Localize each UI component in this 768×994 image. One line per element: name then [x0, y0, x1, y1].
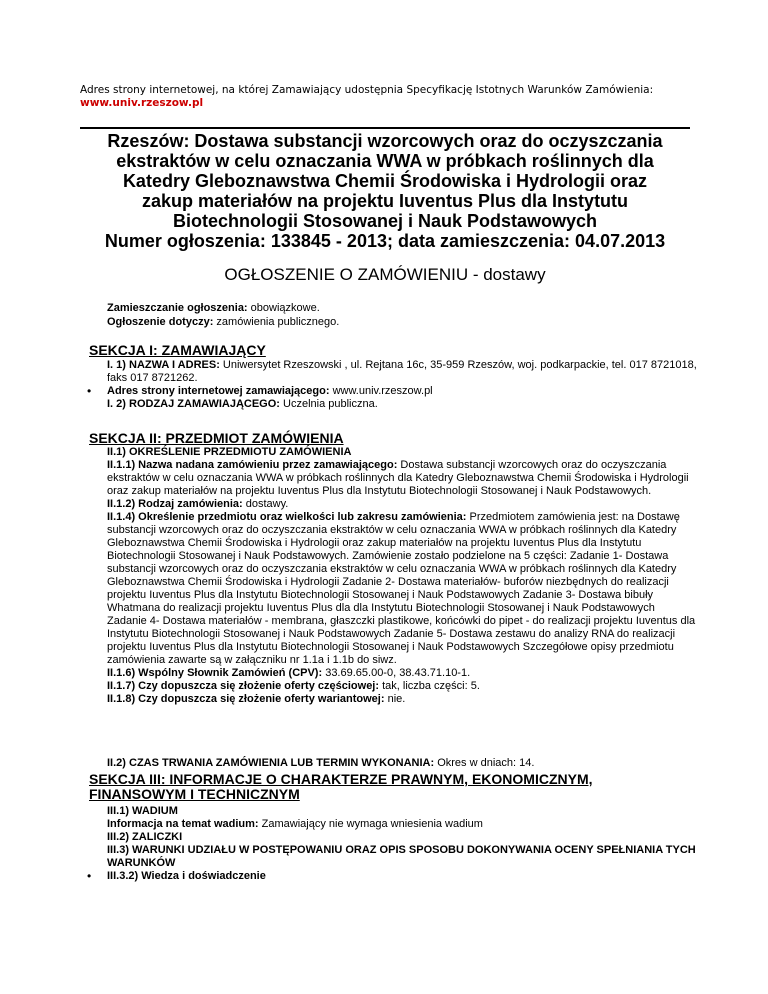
section-1-body: [107, 359, 697, 411]
section-2-body: [107, 446, 697, 706]
cpv-value: 33.69.65.00-0, 38.43.71.10-1.: [322, 667, 471, 679]
title-line: Biotechnologii Stosowanej i Nauk Podstawowych: [172, 211, 598, 231]
duration-label: II.2) CZAS TRWANIA ZAMÓWIENIA LUB TERMIN WYKONANIA:: [107, 757, 435, 769]
duration-line: [107, 757, 697, 770]
scope-label: II.1.4) Określenie przedmiotu oraz wielkości lub zakresu zamówienia:: [107, 511, 467, 523]
siwz-url-link[interactable]: www.univ.rzeszow.pl: [80, 97, 204, 109]
variant-offer-value: nie.: [384, 693, 406, 705]
posting-value: obowiązkowe.: [247, 302, 320, 314]
section-2-heading: SEKCJA II: PRZEDMIOT ZAMÓWIENIA: [89, 430, 344, 446]
website-label: Adres strony internetowej zamawiającego:: [107, 385, 330, 397]
contract-kind-value: dostawy.: [242, 498, 289, 510]
posting-label: Zamieszczanie ogłoszenia:: [107, 302, 248, 314]
siwz-note-text: Adres strony internetowej, na której Zamawiający udostępnia Specyfikację Istotnych Warunków Zamówienia:: [80, 84, 654, 96]
section-1-heading: SEKCJA I: ZAMAWIAJĄCY: [89, 342, 266, 358]
concerns-value: zamówienia publicznego.: [213, 316, 340, 328]
cpv-label: II.1.6) Wspólny Słownik Zamówień (CPV):: [107, 667, 323, 679]
contracting-type-value: Uczelnia publiczna.: [279, 398, 378, 410]
notice-title: [96, 131, 674, 251]
contract-name-value: Dostawa substancji wzorcowych oraz do oczyszczania ekstraktów w celu oznaczania WWA w próbkach roślinnych dla Katedry Gleboznawstwa Chemii Środowiska i Hydrologii oraz zakup materiałów na projektu Iuventus Plus dla Instytutu Biotechnologii Stosowanej i Nauk Podstawowych.: [107, 459, 689, 497]
partial-offer-label: II.1.7) Czy dopuszcza się złożenie oferty częściowej:: [107, 680, 380, 692]
duration-value: Okres w dniach: 14.: [434, 757, 535, 769]
knowledge-bullet: [107, 870, 697, 883]
name-address-value: Uniwersytet Rzeszowski , ul. Rejtana 16c, 35-959 Rzeszów, woj. podkarpackie, tel. 017 8721018, faks 017 8721262.: [107, 359, 697, 384]
contract-kind-label: II.1.2) Rodzaj zamówienia:: [107, 498, 243, 510]
section-3-heading: SEKCJA III: INFORMACJE O CHARAKTERZE PRAWNYM, EKONOMICZNYM, FINANSOWYM I TECHNICZNYM: [89, 771, 593, 802]
contracting-type-label: I. 2) RODZAJ ZAMAWIAJĄCEGO:: [107, 398, 280, 410]
website-bullet: [107, 385, 697, 398]
scope-value: Przedmiotem zamówienia jest: na Dostawę substancji wzorcowych oraz do oczyszczania ekstraktów w celu oznaczania WWA w próbkach roślinnych dla Katedry Gleboznawstwa Chemii Środowiska i Hydrologii oraz zakup materiałów na projektu Iuventus Plus dla Instytutu Biotechnologii Stosowanej i Nauk Podstawowych. Zamówienie zostało podzielone na 5 części: Zadanie 1- Dostawa substancji wzorcowych oraz do oczyszczania ekstraktów w celu oznaczania WWA w próbkach roślinnych dla Katedry Gleboznawstwa Chemii Środowiska i Hydrologii Zadanie 2- Dostawa materiałów- buforów niezbędnych do realizacji projektu Iuventus Plus dla Instytutu Biotechnologii Stosowanej i Nauk Podstawowych Zadanie 3- Dostawa bibuły Whatmana do realizacji projektu Iuventus Plus dla dla Instytutu Biotechnologii Stosowanej i Nauk Podstawowych Zadanie 4- Dostawa materiałów - membrana, głaszczki plastikowe, końcówki do pipet - do realizacji projektu Iuventus dla Instytutu Biotechnologii Stosowanej i Nauk Podstawowych Zadanie 5- Dostawa zestawu do analizy RNA do realizacji projektu Iuventus Plus dla Instytutu Biotechnologii Stosowanej i Nauk Podstawowych Szczegółowe opisy przedmiotu zamówienia zawarte są w załączniku nr 1.1a i 1.1b do siwz.: [107, 511, 696, 666]
title-line: Rzeszów: Dostawa substancji wzorcowych oraz do oczyszczania: [107, 131, 663, 151]
wadium-info-value: Zamawiający nie wymaga wniesienia wadium: [258, 818, 483, 830]
subject-definition-heading: II.1) OKREŚLENIE PRZEDMIOTU ZAMÓWIENIA: [107, 446, 352, 458]
conditions-heading: III.3) WARUNKI UDZIAŁU W POSTĘPOWANIU ORAZ OPIS SPOSOBU DOKONYWANIA OCENY SPEŁNIANIA TYCH WARUNKÓW: [107, 844, 696, 869]
concerns-label: Ogłoszenie dotyczy:: [107, 316, 214, 328]
knowledge-heading: III.3.2) Wiedza i doświadczenie: [107, 870, 266, 882]
contract-name-label: II.1.1) Nazwa nadana zamówieniu przez zamawiającego:: [107, 459, 398, 471]
wadium-info-label: Informacja na temat wadium:: [107, 818, 259, 830]
notice-type-heading: OGŁOSZENIE O ZAMÓWIENIU - dostawy: [224, 265, 546, 284]
wadium-heading: III.1) WADIUM: [107, 805, 178, 817]
title-line: Katedry Gleboznawstwa Chemii Środowiska i Hydrologii oraz: [122, 171, 648, 191]
title-line: ekstraktów w celu oznaczania WWA w próbkach roślinnych dla: [116, 151, 654, 171]
website-value: www.univ.rzeszow.pl: [329, 385, 433, 397]
partial-offer-value: tak, liczba części: 5.: [379, 680, 480, 692]
section-3-body: [107, 805, 697, 883]
variant-offer-label: II.1.8) Czy dopuszcza się złożenie oferty wariantowej:: [107, 693, 385, 705]
notice-meta: [107, 301, 697, 329]
name-address-label: I. 1) NAZWA I ADRES:: [107, 359, 220, 371]
title-divider: [80, 127, 690, 129]
siwz-website-note: [80, 84, 680, 110]
title-line: zakup materiałów na projektu Iuventus Plus dla Instytutu: [141, 191, 629, 211]
advances-heading: III.2) ZALICZKI: [107, 831, 183, 843]
notice-number-line: Numer ogłoszenia: 133845 - 2013; data zamieszczenia: 04.07.2013: [104, 231, 666, 251]
